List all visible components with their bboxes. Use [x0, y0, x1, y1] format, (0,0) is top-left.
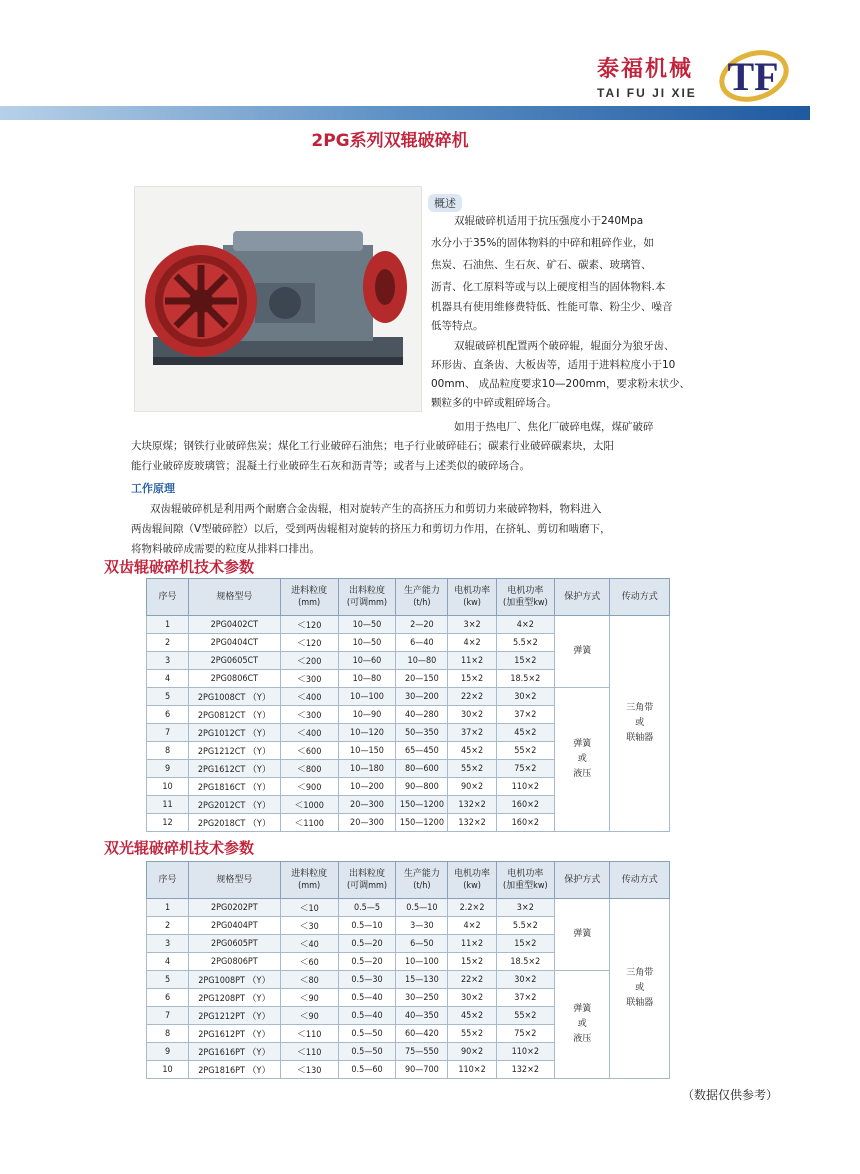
cell-motor-power: 22×2 [448, 971, 496, 989]
spec-table-toothed [146, 578, 670, 832]
cell-motor-power: 15×2 [448, 670, 496, 688]
cell-model: 2PG0605CT [189, 652, 281, 670]
cell-output-size: 0.5—40 [338, 1007, 396, 1025]
overview-label: 概述 [428, 194, 462, 212]
cell-feed-size: ＜1000 [280, 796, 338, 814]
header-no: 序号 [147, 862, 189, 899]
cell-motor-power-heavy: 30×2 [496, 971, 554, 989]
cell-motor-power-heavy: 4×2 [496, 616, 554, 634]
cell-no: 6 [147, 706, 189, 724]
cell-no: 2 [147, 634, 189, 652]
cell-feed-size: ＜800 [280, 760, 338, 778]
cell-feed-size: ＜40 [280, 935, 338, 953]
cell-no: 10 [147, 1061, 189, 1079]
cell-motor-power: 30×2 [448, 989, 496, 1007]
cell-motor-power-heavy: 15×2 [496, 935, 554, 953]
overview-line: 环形齿、直条齿、大板齿等，适用于进料粒度小于10 [431, 359, 676, 371]
cell-model: 2PG1816CT （Y） [189, 778, 281, 796]
cell-model: 2PG1816PT （Y） [189, 1061, 281, 1079]
cell-model: 2PG0812CT （Y） [189, 706, 281, 724]
header-output-size: 出料粒度 (可调mm) [338, 862, 396, 899]
cell-motor-power: 132×2 [448, 814, 496, 832]
cell-motor-power: 30×2 [448, 706, 496, 724]
tf-logo-icon [716, 44, 790, 112]
cell-feed-size: ＜60 [280, 953, 338, 971]
cell-output-size: 10—100 [338, 688, 396, 706]
cell-capacity: 30—250 [396, 989, 448, 1007]
cell-model: 2PG0806CT [189, 670, 281, 688]
table-header-row [147, 862, 670, 899]
cell-model: 2PG0605PT [189, 935, 281, 953]
header-drive: 传动方式 [610, 579, 670, 616]
cell-motor-power: 11×2 [448, 652, 496, 670]
cell-feed-size: ＜300 [280, 670, 338, 688]
cell-motor-power-heavy: 5.5×2 [496, 917, 554, 935]
cell-motor-power-heavy: 18.5×2 [496, 953, 554, 971]
cell-no: 2 [147, 917, 189, 935]
table1-title: 双齿辊破碎机技术参数 [104, 558, 255, 576]
cell-feed-size: ＜120 [280, 634, 338, 652]
cell-motor-power-heavy: 37×2 [496, 706, 554, 724]
cell-capacity: 30—200 [396, 688, 448, 706]
cell-feed-size: ＜900 [280, 778, 338, 796]
cell-output-size: 10—120 [338, 724, 396, 742]
table2-title: 双光辊破碎机技术参数 [104, 839, 255, 857]
cell-feed-size: ＜400 [280, 688, 338, 706]
work-line: 双齿辊破碎机是利用两个耐磨合金齿辊，相对旋转产生的高挤压力和剪切力来破碎物料，物料进入 [150, 503, 602, 515]
cell-motor-power: 110×2 [448, 1061, 496, 1079]
cell-capacity: 20—150 [396, 670, 448, 688]
cell-motor-power-heavy: 37×2 [496, 989, 554, 1007]
cell-motor-power-heavy: 3×2 [496, 899, 554, 917]
header-feed-size: 进料粒度 (mm) [280, 862, 338, 899]
cell-no: 9 [147, 1043, 189, 1061]
cell-motor-power-heavy: 18.5×2 [496, 670, 554, 688]
cell-no: 6 [147, 989, 189, 1007]
cell-no: 1 [147, 899, 189, 917]
cell-motor-power: 4×2 [448, 917, 496, 935]
cell-model: 2PG0402CT [189, 616, 281, 634]
header-motor-power: 电机功率 (kw) [448, 579, 496, 616]
cell-model: 2PG1616PT （Y） [189, 1043, 281, 1061]
cell-capacity: 150—1200 [396, 796, 448, 814]
cell-motor-power-heavy: 45×2 [496, 724, 554, 742]
overview-line: 焦炭、石油焦、生石灰、矿石、碳素、玻璃管、 [431, 259, 652, 271]
header-drive: 传动方式 [610, 862, 670, 899]
cell-model: 2PG0202PT [189, 899, 281, 917]
cell-no: 7 [147, 724, 189, 742]
cell-no: 7 [147, 1007, 189, 1025]
table-row [147, 688, 670, 706]
cell-no: 1 [147, 616, 189, 634]
cell-motor-power: 55×2 [448, 1025, 496, 1043]
work-line: 将物料破碎成需要的粒度从排料口排出。 [131, 543, 320, 555]
cell-capacity: 6—50 [396, 935, 448, 953]
cell-drive: 三角带 或 联轴器 [610, 899, 670, 1079]
cell-no: 4 [147, 670, 189, 688]
cell-output-size: 0.5—50 [338, 1043, 396, 1061]
cell-model: 2PG1612CT （Y） [189, 760, 281, 778]
header-protection: 保护方式 [554, 862, 610, 899]
cell-motor-power: 2.2×2 [448, 899, 496, 917]
cell-output-size: 10—180 [338, 760, 396, 778]
cell-output-size: 10—150 [338, 742, 396, 760]
cell-feed-size: ＜200 [280, 652, 338, 670]
cell-feed-size: ＜130 [280, 1061, 338, 1079]
logo-text: TF [727, 54, 779, 99]
cell-motor-power: 45×2 [448, 742, 496, 760]
cell-output-size: 10—200 [338, 778, 396, 796]
work-line: 两齿辊间隙（V型破碎腔）以后，受到两齿辊相对旋转的挤压力和剪切力作用，在挤轧、剪切和啮磨下， [131, 523, 611, 535]
cell-capacity: 3—30 [396, 917, 448, 935]
cell-output-size: 20—300 [338, 814, 396, 832]
cell-model: 2PG1212PT （Y） [189, 1007, 281, 1025]
overview-line: 双辊破碎机适用于抗压强度小于240Mpa [454, 215, 644, 227]
header-capacity: 生产能力 (t/h) [396, 862, 448, 899]
overview-line: 能行业破碎废玻璃管；混凝土行业破碎生石灰和沥青等；或者与上述类似的破碎场合。 [131, 460, 530, 472]
cell-output-size: 0.5—30 [338, 971, 396, 989]
cell-no: 3 [147, 652, 189, 670]
cell-output-size: 10—80 [338, 670, 396, 688]
cell-motor-power-heavy: 5.5×2 [496, 634, 554, 652]
overview-line: 沥青、化工原料等或与以上硬度相当的固体物料.本 [431, 281, 666, 293]
header-motor-power: 电机功率 (kw) [448, 862, 496, 899]
cell-model: 2PG0404PT [189, 917, 281, 935]
cell-model: 2PG1612PT （Y） [189, 1025, 281, 1043]
cell-motor-power: 132×2 [448, 796, 496, 814]
cell-motor-power-heavy: 132×2 [496, 1061, 554, 1079]
cell-motor-power: 15×2 [448, 953, 496, 971]
cell-capacity: 10—80 [396, 652, 448, 670]
cell-motor-power: 90×2 [448, 1043, 496, 1061]
cell-feed-size: ＜80 [280, 971, 338, 989]
spec-table-smooth [146, 861, 670, 1079]
cell-no: 4 [147, 953, 189, 971]
cell-feed-size: ＜110 [280, 1043, 338, 1061]
cell-output-size: 0.5—20 [338, 953, 396, 971]
cell-capacity: 60—420 [396, 1025, 448, 1043]
cell-motor-power-heavy: 30×2 [496, 688, 554, 706]
cell-no: 8 [147, 1025, 189, 1043]
cell-capacity: 75—550 [396, 1043, 448, 1061]
cell-output-size: 0.5—20 [338, 935, 396, 953]
cell-model: 2PG2018CT （Y） [189, 814, 281, 832]
cell-no: 3 [147, 935, 189, 953]
cell-no: 9 [147, 760, 189, 778]
cell-feed-size: ＜1100 [280, 814, 338, 832]
cell-model: 2PG0806PT [189, 953, 281, 971]
cell-model: 2PG1008CT （Y） [189, 688, 281, 706]
cell-capacity: 6—40 [396, 634, 448, 652]
work-principle-label: 工作原理 [131, 482, 175, 495]
cell-capacity: 50—350 [396, 724, 448, 742]
overview-line: 水分小于35%的固体物料的中碎和粗碎作业，如 [431, 237, 654, 249]
overview-line: 颗粒多的中碎或粗碎场合。 [431, 397, 557, 409]
header-model: 规格型号 [189, 579, 281, 616]
overview-line: 如用于热电厂、焦化厂破碎电煤，煤矿破碎 [454, 421, 654, 433]
cell-motor-power: 55×2 [448, 760, 496, 778]
cell-output-size: 10—60 [338, 652, 396, 670]
cell-motor-power-heavy: 110×2 [496, 1043, 554, 1061]
cell-feed-size: ＜90 [280, 989, 338, 1007]
overview-line: 00mm、 成品粒度要求10—200mm，要求粉末状少、 [431, 378, 691, 390]
cell-feed-size: ＜400 [280, 724, 338, 742]
cell-no: 5 [147, 971, 189, 989]
cell-output-size: 10—90 [338, 706, 396, 724]
cell-output-size: 10—50 [338, 616, 396, 634]
cell-motor-power: 22×2 [448, 688, 496, 706]
cell-capacity: 15—130 [396, 971, 448, 989]
cell-protection: 弹簧 或 液压 [554, 688, 610, 832]
cell-output-size: 20—300 [338, 796, 396, 814]
cell-capacity: 80—600 [396, 760, 448, 778]
table-row [147, 616, 670, 634]
cell-motor-power-heavy: 110×2 [496, 778, 554, 796]
cell-protection: 弹簧 [554, 899, 610, 971]
cell-capacity: 2—20 [396, 616, 448, 634]
cell-motor-power: 90×2 [448, 778, 496, 796]
cell-motor-power-heavy: 75×2 [496, 760, 554, 778]
table-row [147, 899, 670, 917]
cell-no: 8 [147, 742, 189, 760]
cell-output-size: 0.5—5 [338, 899, 396, 917]
cell-feed-size: ＜600 [280, 742, 338, 760]
cell-motor-power-heavy: 55×2 [496, 1007, 554, 1025]
header-motor-power-heavy: 电机功率 (加重型kw) [496, 862, 554, 899]
cell-capacity: 40—350 [396, 1007, 448, 1025]
cell-motor-power-heavy: 160×2 [496, 796, 554, 814]
cell-output-size: 0.5—60 [338, 1061, 396, 1079]
cell-no: 10 [147, 778, 189, 796]
cell-protection: 弹簧 [554, 616, 610, 688]
cell-motor-power-heavy: 55×2 [496, 742, 554, 760]
cell-no: 11 [147, 796, 189, 814]
cell-motor-power-heavy: 15×2 [496, 652, 554, 670]
header-bar [0, 106, 810, 120]
cell-model: 2PG1008PT （Y） [189, 971, 281, 989]
header-motor-power-heavy: 电机功率 (加重型kw) [496, 579, 554, 616]
cell-no: 5 [147, 688, 189, 706]
page-title: 2PG系列双辊破碎机 [311, 131, 469, 151]
cell-capacity: 90—700 [396, 1061, 448, 1079]
cell-protection: 弹簧 或 液压 [554, 971, 610, 1079]
overview-line: 大块原煤；钢铁行业破碎焦炭；煤化工行业破碎石油焦；电子行业破碎硅石；碳素行业破碎碳素块，太阳 [131, 440, 614, 452]
overview-line: 机器具有使用维修费特低、性能可靠、粉尘少、噪音 [431, 301, 673, 313]
cell-motor-power: 11×2 [448, 935, 496, 953]
cell-motor-power: 45×2 [448, 1007, 496, 1025]
brand [597, 58, 697, 100]
cell-feed-size: ＜30 [280, 917, 338, 935]
header-model: 规格型号 [189, 862, 281, 899]
header-protection: 保护方式 [554, 579, 610, 616]
cell-output-size: 0.5—10 [338, 917, 396, 935]
cell-drive: 三角带 或 联轴器 [610, 616, 670, 832]
cell-output-size: 0.5—40 [338, 989, 396, 1007]
cell-feed-size: ＜110 [280, 1025, 338, 1043]
overview-line: 双辊破碎机配置两个破碎辊，辊面分为狼牙齿、 [454, 340, 675, 352]
crusher-photo [134, 186, 422, 412]
cell-capacity: 90—800 [396, 778, 448, 796]
cell-output-size: 0.5—50 [338, 1025, 396, 1043]
brand-name-cn: 泰福机械 [597, 57, 694, 82]
cell-feed-size: ＜10 [280, 899, 338, 917]
cell-feed-size: ＜300 [280, 706, 338, 724]
cell-motor-power: 3×2 [448, 616, 496, 634]
header-feed-size: 进料粒度 (mm) [280, 579, 338, 616]
cell-model: 2PG1212CT （Y） [189, 742, 281, 760]
reference-note: （数据仅供参考） [682, 1088, 779, 1102]
cell-capacity: 65—450 [396, 742, 448, 760]
cell-motor-power: 4×2 [448, 634, 496, 652]
header-no: 序号 [147, 579, 189, 616]
cell-model: 2PG0404CT [189, 634, 281, 652]
header-output-size: 出料粒度 (可调mm) [338, 579, 396, 616]
header-capacity: 生产能力 (t/h) [396, 579, 448, 616]
cell-capacity: 40—280 [396, 706, 448, 724]
cell-model: 2PG1012CT （Y） [189, 724, 281, 742]
cell-no: 12 [147, 814, 189, 832]
cell-motor-power-heavy: 75×2 [496, 1025, 554, 1043]
cell-feed-size: ＜90 [280, 1007, 338, 1025]
cell-motor-power-heavy: 160×2 [496, 814, 554, 832]
cell-motor-power: 37×2 [448, 724, 496, 742]
cell-feed-size: ＜120 [280, 616, 338, 634]
overview-line: 低等特点。 [431, 320, 484, 332]
cell-capacity: 150—1200 [396, 814, 448, 832]
cell-model: 2PG1208PT （Y） [189, 989, 281, 1007]
brand-name-en: TAI FU JI XIE [597, 86, 697, 100]
table-header-row [147, 579, 670, 616]
table-row [147, 971, 670, 989]
cell-capacity: 10—100 [396, 953, 448, 971]
cell-capacity: 0.5—10 [396, 899, 448, 917]
cell-model: 2PG2012CT （Y） [189, 796, 281, 814]
cell-output-size: 10—50 [338, 634, 396, 652]
